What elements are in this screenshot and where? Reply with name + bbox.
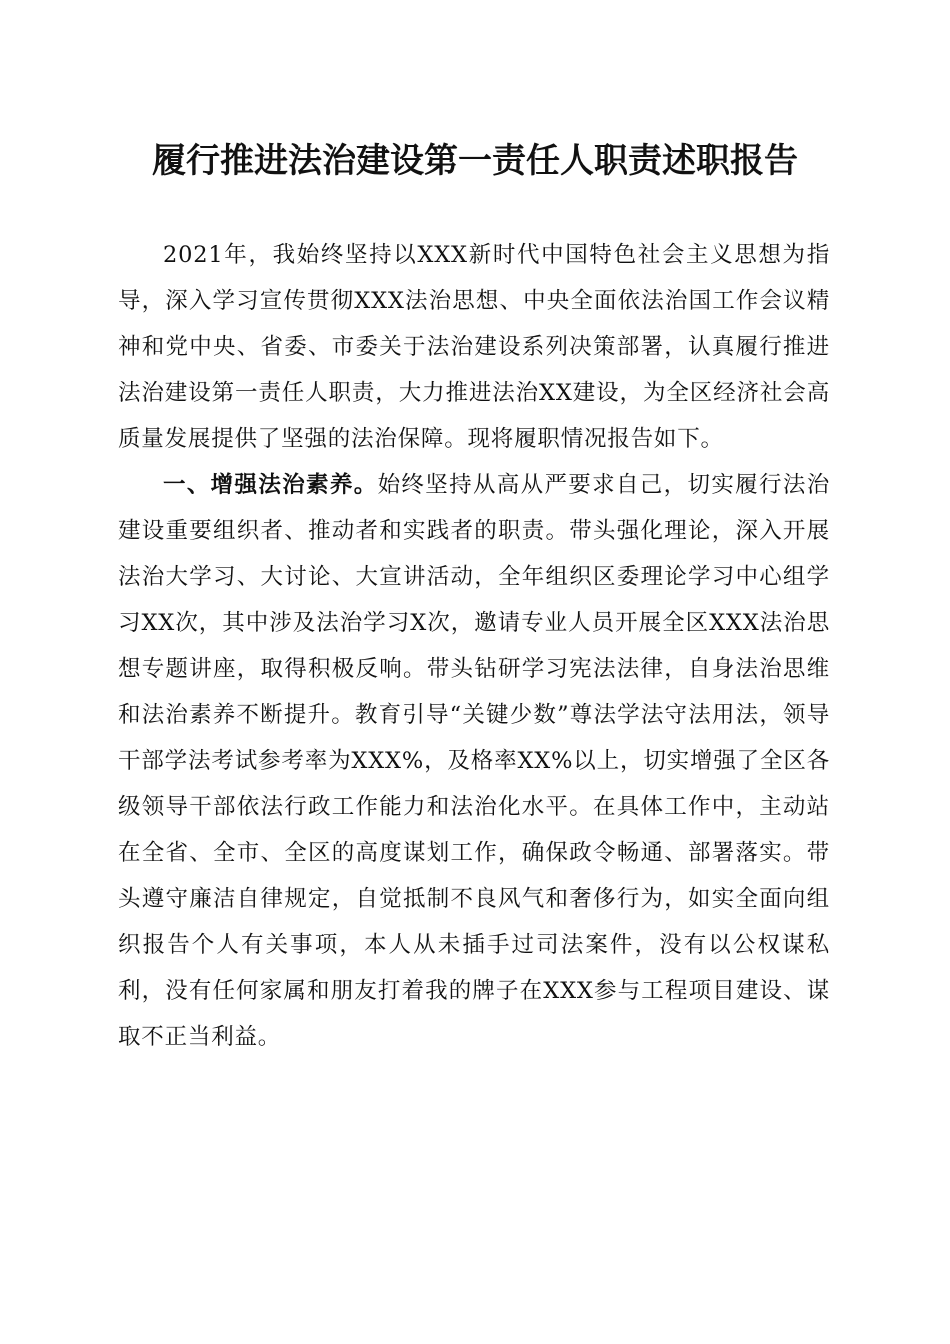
document-body [118,232,830,1060]
section-1-heading: 一、增强法治素养。 [163,472,378,498]
paragraph-text: 2021年，我始终坚持以XXX新时代中国特色社会主义思想为指导，深入学习宣传贯彻XXX法治思想、中央全面依法治国工作会议精神和党中央、省委、市委关于法治建设系列决策部署，认真履行推进法治建设第一责任人职责，大力推进法治XX建设，为全区经济社会高质量发展提供了坚强的法治保障。现将履职情况报告如下。 [118,242,830,452]
intro-paragraph [118,232,830,462]
section-1-text: 始终坚持从高从严要求自己，切实履行法治建设重要组织者、推动者和实践者的职责。带头强化理论，深入开展法治大学习、大讨论、大宣讲活动，全年组织区委理论学习中心组学习XX次，其中涉及法治学习X次，邀请专业人员开展全区XXX法治思想专题讲座，取得积极反响。带头钻研学习宪法法律，自身法治思维和法治素养不断提升。教育引导“关键少数”尊法学法守法用法，领导干部学法考试参考率为XXX%，及格率XX%以上，切实增强了全区各级领导干部依法行政工作能力和法治化水平。在具体工作中，主动站在全省、全市、全区的高度谋划工作，确保政令畅通、部署落实。带头遵守廉洁自律规定，自觉抵制不良风气和奢侈行为，如实全面向组织报告个人有关事项，本人从未插手过司法案件，没有以公权谋私利，没有任何家属和朋友打着我的牌子在XXX参与工程项目建设、谋取不正当利益。 [118,472,831,1050]
document-title: 履行推进法治建设第一责任人职责述职报告 [152,141,798,181]
section-1-paragraph [118,462,830,1060]
